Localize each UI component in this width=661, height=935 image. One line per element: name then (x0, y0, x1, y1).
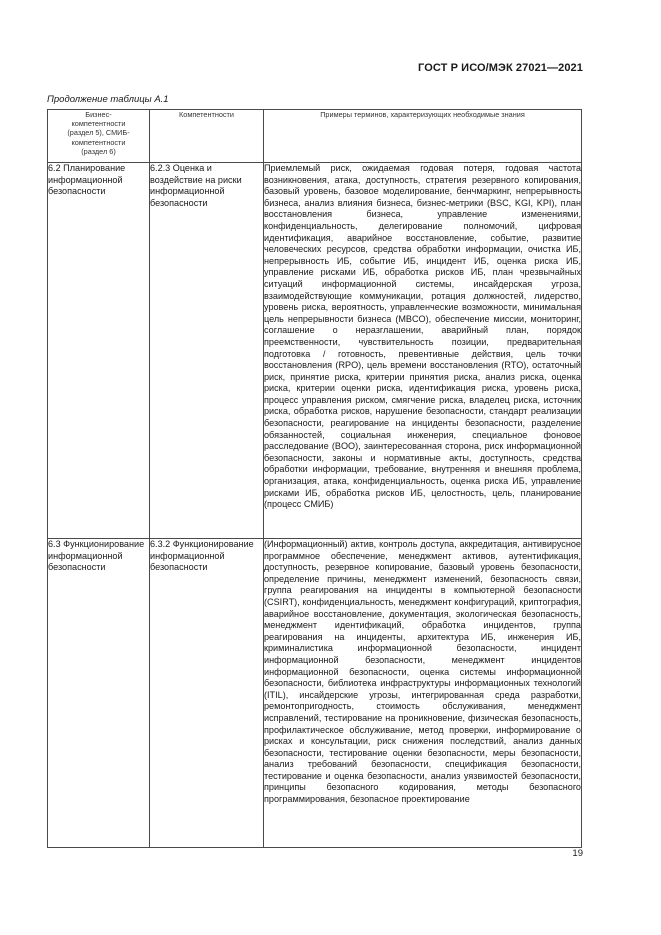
row-area-cell: 6.2 Планирование информационной безопасности (48, 163, 150, 539)
table-row (48, 163, 582, 539)
row-area-cell: 6.3 Функционирование информационной безопасности (48, 539, 150, 848)
table-caption: Продолжение таблицы А.1 (47, 94, 169, 105)
column-header-competence: Компетентности (150, 110, 264, 163)
column-header-terms: Примеры терминов, характеризующих необходимые знания (264, 110, 582, 163)
page-number: 19 (572, 848, 583, 859)
document-title: ГОСТ Р ИСО/МЭК 27021—2021 (418, 62, 583, 74)
table-row (48, 539, 582, 848)
column-header-area: Бизнес-компетентности (раздел 5), СМИБ-компетентности (раздел 6) (48, 110, 150, 163)
table-header-row (48, 110, 582, 163)
row-terms-cell: (Информационный) актив, контроль доступа, аккредитация, антивирусное программное обеспечение, менеджмент активов, аутентификация, доступность, резервное копирование, базовый уровень безопасности, определение причины, менеджмент изменений, безопасность связи, группа реагирования на инциденты в компьютерной безопасности (CSIRT), конфиденциальность, менеджмент конфигураций, криптография, аварийное восстановление, документация, экологическая безопасность, менеджмент идентификаций, обработка инцидентов, группа реагирования на инциденты, архитектура ИБ, инженерия ИБ, криминалистика информационной безопасности, инцидент информационной безопасности, менеджмент инцидентов информационной безопасности, оценка системы информационной безопасности, библиотека инфраструктуры информационных технологий (ITIL), инсайдерские угрозы, интегрированная среда разработки, ремонтопригодность, стоимость обслуживания, менеджмент исправлений, тестирование на проникновение, физическая безопасность, профилактическое обслуживание, метод проверки, информирование о рисках и консультации, риск снижения последствий, анализ данных безопасности, тестирование оценки безопасности, меры безопасности, анализ требований безопасности, спецификация безопасности, тестирование и оценка безопасности, анализ уязвимостей безопасности, принципы безопасного кодирования, методы безопасного программирования, безопасное проектирование (264, 539, 582, 848)
competence-table (47, 109, 582, 848)
row-terms-cell: Приемлемый риск, ожидаемая годовая потеря, годовая частота возникновения, атака, доступность, стратегия резервного копирования, базовый уровень, базовое моделирование, бенчмаркинг, непрерывность бизнеса, анализ влияния бизнеса, бизнес-метрики (BSC, KGI, KPI), план восстановления бизнеса, управление изменениями, конфиденциальность, делегирование полномочий, цифровая идентификация, аварийное восстановление, событие, развитие человеческих ресурсов, средства обработки информации, очистка ИБ, непрерывность ИБ, событие ИБ, инцидент ИБ, оценка риска ИБ, управление рисками ИБ, обработка рисков ИБ, план чрезвычайных ситуаций информационной системы, инсайдерская угроза, взаимодействующие коммуникации, ротация должностей, лидерство, уровень риска, вероятность, управленческие возможности, минимальная цель непрерывности бизнеса (MBCO), обеспечение миссии, мониторинг, соглашение о неразглашении, аварийный план, порядок преемственности, чувствительность позиции, предварительная подготовка / готовность, превентивные действия, цель точки восстановления (RPO), цель времени восстановления (RTO), остаточный риск, принятие риска, критерии принятия риска, анализ риска, оценка риска, критерии оценки риска, идентификация риска, уровень риска, процесс управления риском, смягчение риска, владелец риска, источник риска, обработка рисков, нарушение безопасности, стандарт реализации безопасности, реагирование на инциденты безопасности, разделение обязанностей, социальная инженерия, специальное фоновое расследование (BOO), заинтересованная сторона, риск информационной безопасности, законы и нормативные акты, доступность, средства обработки информации, требование, внутренняя и внешняя проблема, организация, атака, конфиденциальность, оценка риска ИБ, управление рисками ИБ, обработка рисков ИБ, целостность, цель, планирование (процесс СМИБ) (264, 163, 582, 539)
row-competence-cell: 6.3.2 Функционирование информационной безопасности (150, 539, 264, 848)
row-competence-cell: 6.2.3 Оценка и воздействие на риски информационной безопасности (150, 163, 264, 539)
